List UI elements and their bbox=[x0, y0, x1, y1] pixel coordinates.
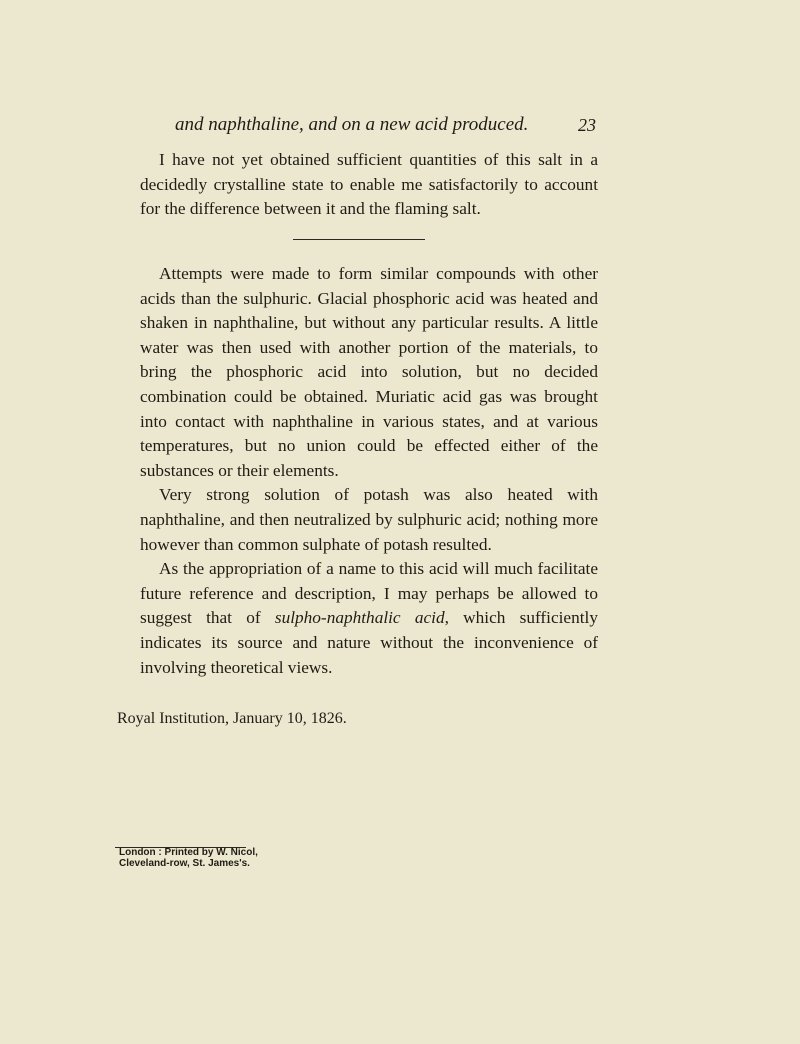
body-block-2 bbox=[140, 262, 598, 680]
paragraph-4 bbox=[140, 557, 598, 680]
paragraph-4-pre: As the appropriation of a name to this acid will much facilitate future reference and description, I may perhaps be allowed to suggest that of bbox=[140, 559, 598, 628]
paragraph-4-term: sulpho-naphthalic acid bbox=[274, 608, 445, 628]
running-head: and naphthaline, and on a new acid produced. bbox=[175, 114, 529, 135]
paragraph-1: I have not yet obtained sufficient quantities of this salt in a decidedly crystalline state to enable me satisfactorily to account for the difference between it and the flaming salt. bbox=[140, 150, 598, 219]
printer-imprint bbox=[119, 847, 258, 869]
paragraph-2: Attempts were made to form similar compounds with other acids than the sulphuric. Glacial phosphoric acid was heated and shaken in naphthaline, but without any particular results. A little water was then used with another portion of the materials, to bring the phosphoric acid into solution, but no decided combination could be obtained. Muriatic acid gas was brought into contact with naphthaline in various states, and at various temperatures, but no union could be effected either of the substances or their elements. bbox=[140, 264, 598, 480]
printer-imprint-line-1: London : Printed by W. Nicol, bbox=[119, 847, 258, 858]
paragraph-4-post: , which sufficiently indicates its source and nature without the inconvenience of involving theoretical views. bbox=[140, 608, 598, 677]
section-divider bbox=[293, 239, 425, 240]
signature-line: Royal Institution, January 10, 1826. bbox=[117, 710, 347, 727]
paragraph-3: Very strong solution of potash was also heated with naphthaline, and then neutralized by sulphuric acid; nothing more however than common sulphate of potash resulted. bbox=[140, 485, 598, 554]
body-block-1 bbox=[140, 148, 598, 222]
printer-imprint-line-2: Cleveland-row, St. James's. bbox=[119, 858, 250, 869]
page-number: 23 bbox=[578, 115, 596, 135]
